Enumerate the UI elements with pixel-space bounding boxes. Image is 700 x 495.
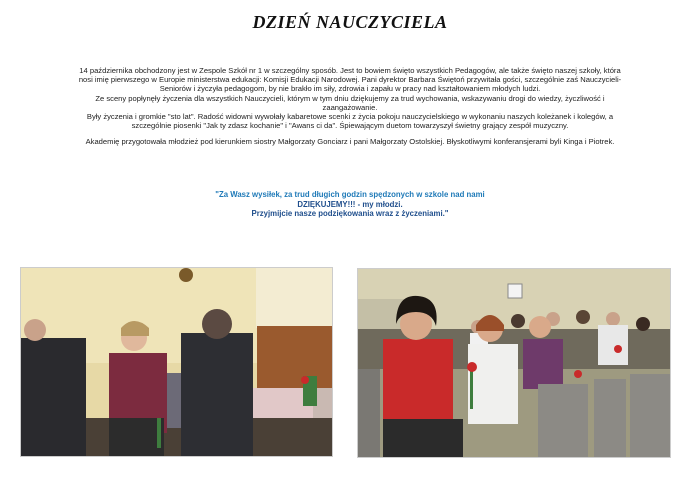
paragraph-performance: Były życzenia i gromkie "sto lat". Radość widowni wywołały kabaretowe scenki z życia pokoju nauczycielskiego w wykonaniu naszych koleżanek i kolegów, a szczególnie piosenki "Jak ty zdasz kochanie" i "Awans ci da". Śpiewającym duetom towarzyszył świetny grający zespół muzyczny.	[86, 112, 614, 131]
photo-flower-presentation-image	[21, 268, 332, 456]
thank-you-quote	[120, 190, 580, 219]
quote-line-1: "Za Wasz wysiłek, za trud długich godzin spędzonych w szkole nad nami	[215, 190, 485, 199]
paragraph-intro: 14 października obchodzony jest w Zespole Szkół nr 1 w szczególny sposób. Jest to bowiem święto wszystkich Pedagogów, ale także święto naszej szkoły, która nosi imię pierwszego w Europie ministerstwa edukacji: Komisji Edukacji Narodowej. Pani dyrektor Barbara Świętoń przywitała gości, szczególnie zaś Nauczycieli-Seniorów i życzyła pedagogom, by nie brakło im siły, zdrowia i zapału w pracy nad kształtowaniem młodych ludzi.	[78, 66, 622, 94]
paragraph-wishes: Ze sceny popłynęły życzenia dla wszystkich Nauczycieli, którym w tym dniu dziękujemy za trud wychowania, wskazywaniu drogi do wiedzy, życzliwość i zaangażowanie.	[95, 93, 605, 112]
quote-line-3: Przyjmijcie nasze podziękowania wraz z życzeniami."	[251, 209, 449, 219]
paragraph-credits: Akademię przygotowała młodzież pod kierunkiem siostry Małgorzaty Gonciarz i pani Małgorzaty Ostolskiej. Błyskotliwymi konferansjerami byli Kinga i Piotrek.	[85, 137, 615, 147]
photo-audience	[357, 268, 671, 458]
photo-flower-presentation	[20, 267, 333, 457]
page-title: DZIEŃ NAUCZYCIELA	[252, 12, 448, 32]
photo-audience-image	[358, 269, 670, 457]
article-body	[78, 66, 622, 147]
quote-line-2: DZIĘKUJEMY!!! - my młodzi.	[297, 199, 403, 209]
